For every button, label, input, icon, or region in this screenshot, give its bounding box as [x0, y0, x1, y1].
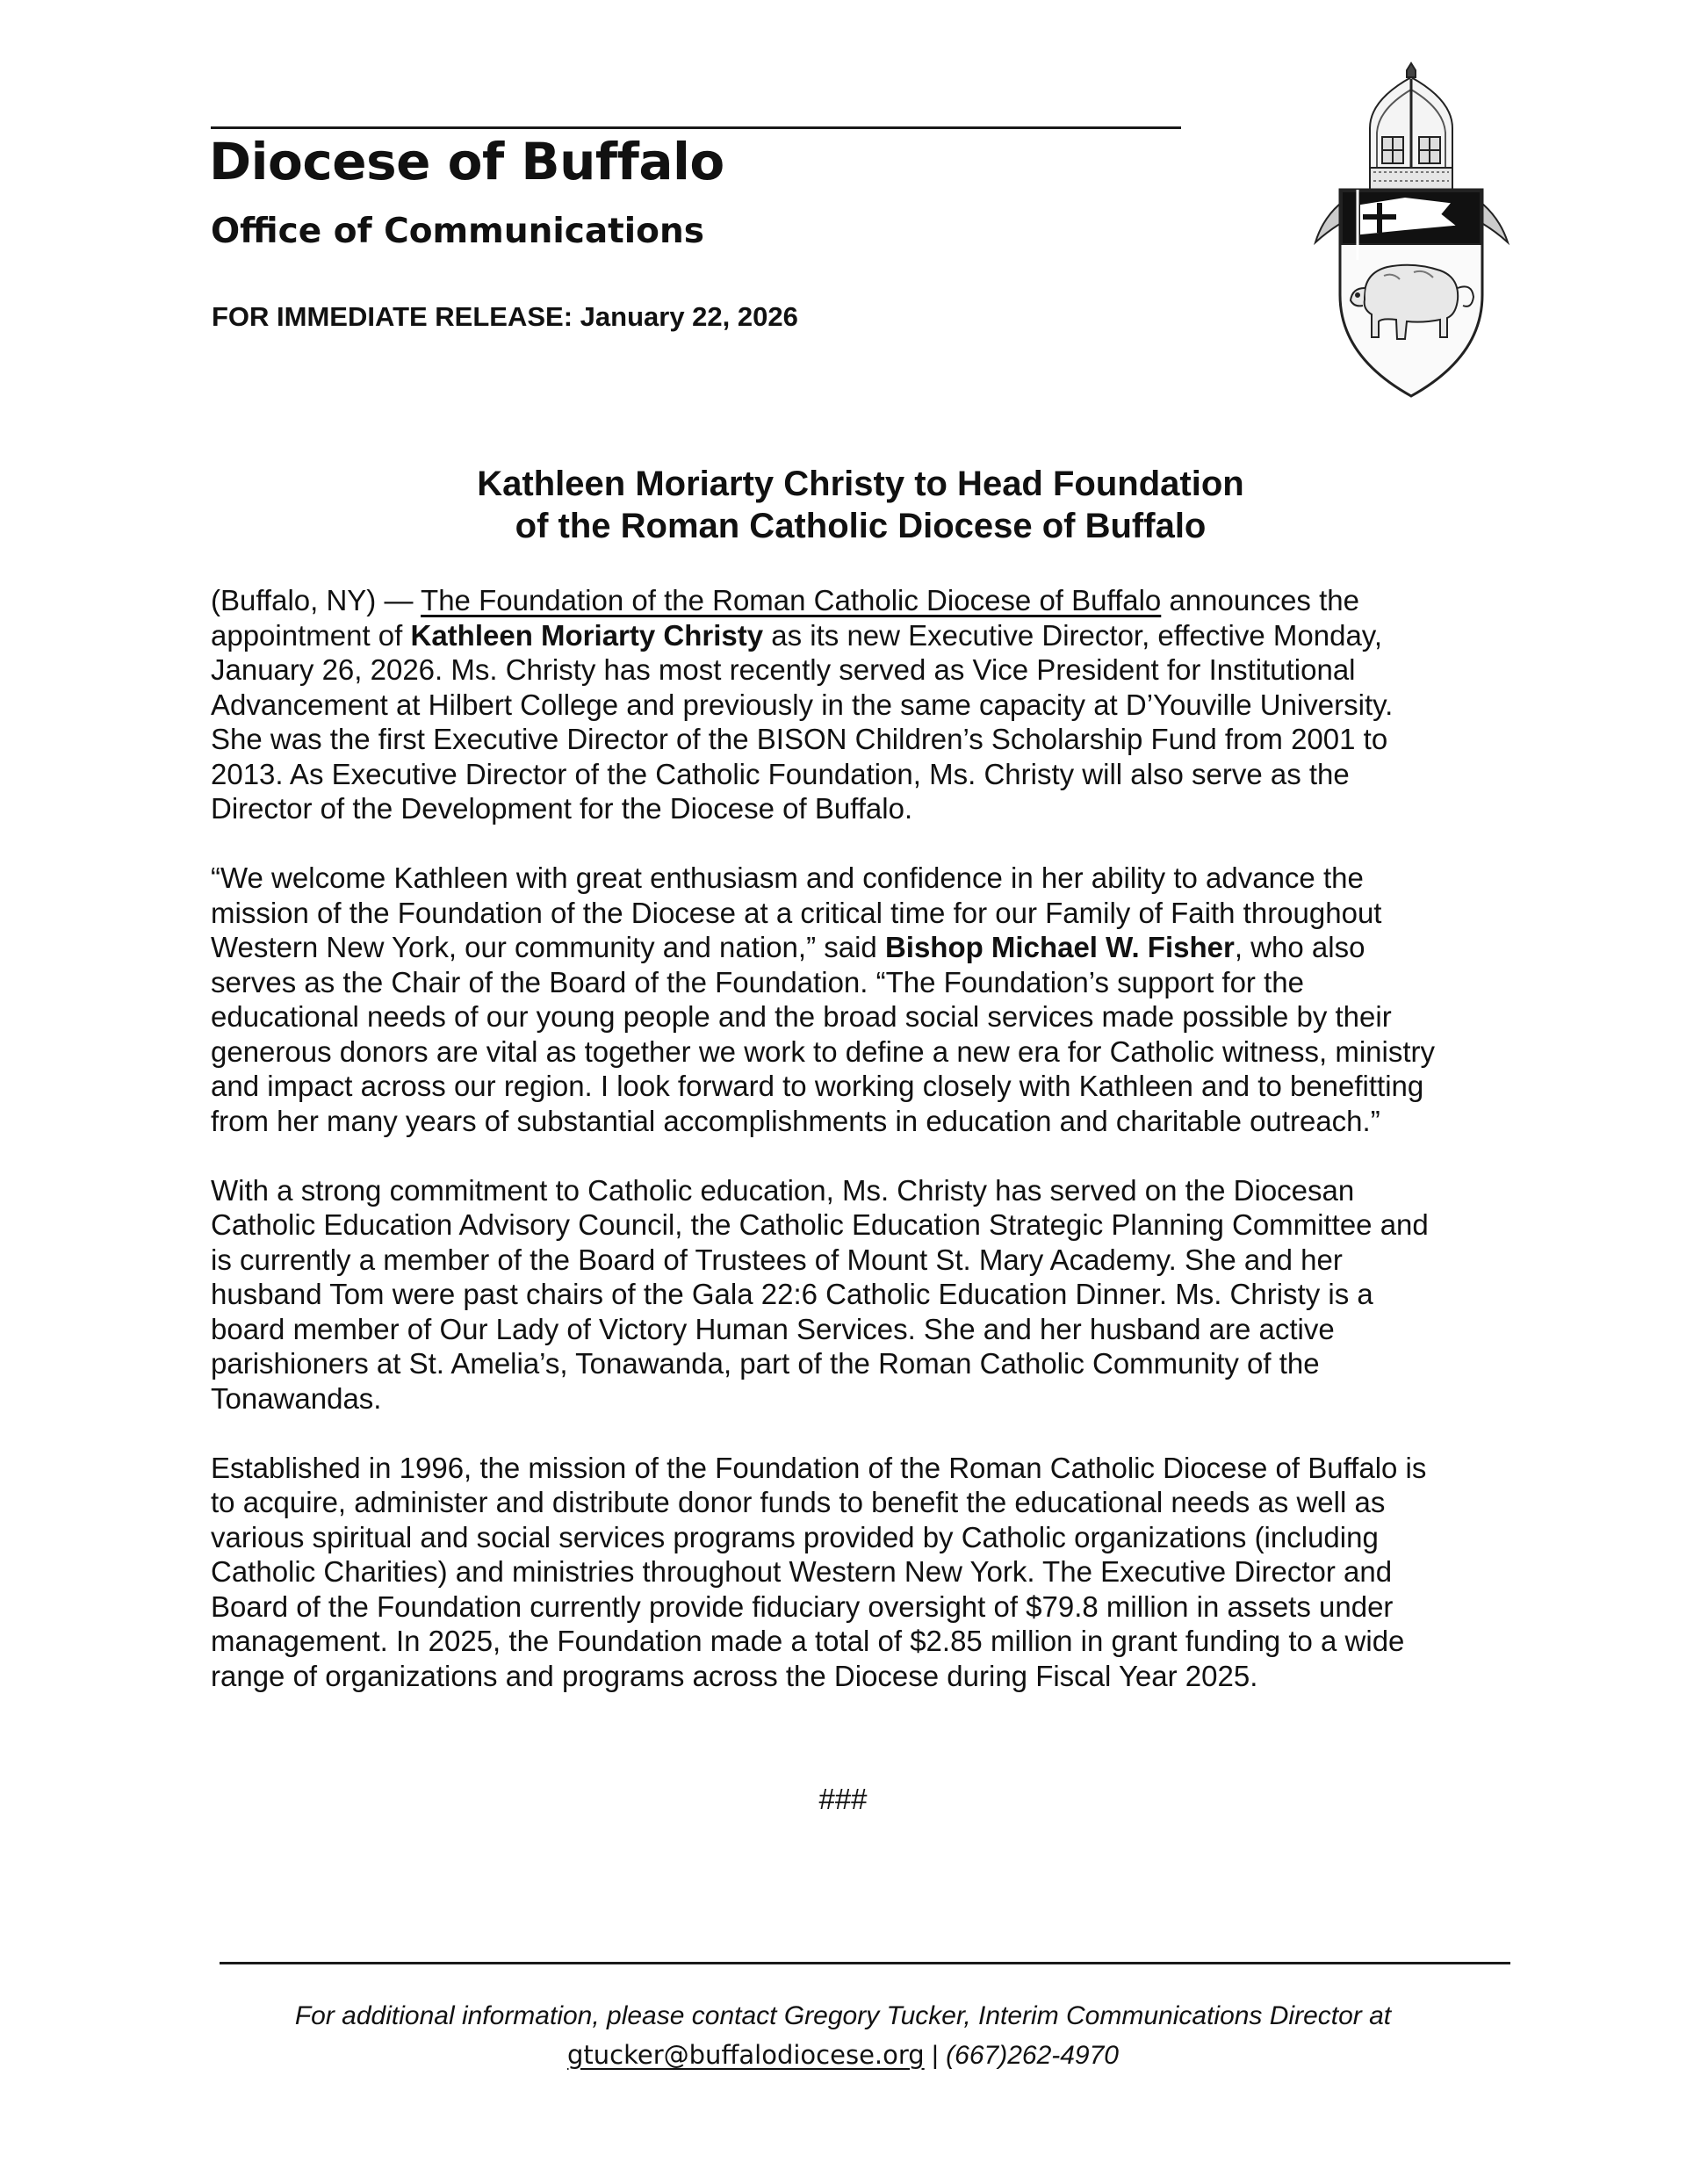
paragraph-announcement: (Buffalo, NY) — The Foundation of the Roman Catholic Diocese of Buffalo announces the appointment of Kathleen Moriarty Christy as its new Executive Director, effective Monday, January 26, 2026. Ms. Christy has most recently served as Vice President for Institutional Advancement at Hilbert College and previously in the same capacity at D’Youville University. She was the first Executive Director of the BISON Children’s Scholarship Fund from 2001 to 2013. As Executive Director of the Catholic Foundation, Ms. Christy will also serve as the Director of the Development for the Diocese of Buffalo.: [211, 584, 1394, 825]
foundation-link[interactable]: The Foundation of the Roman Catholic Diocese of Buffalo: [421, 584, 1162, 616]
end-mark: ###: [818, 1783, 868, 1815]
appointee-name: Kathleen Moriarty Christy: [410, 618, 764, 652]
contact-phone: (667)262-4970: [946, 2041, 1119, 2070]
headline-line: Kathleen Moriarty Christy to Head Foundation: [477, 465, 1244, 503]
footer-rule: [220, 1962, 1510, 1964]
header-rule: [211, 126, 1181, 129]
release-line: [212, 301, 798, 333]
release-label: FOR IMMEDIATE RELEASE:: [212, 301, 573, 332]
headline: [228, 463, 1493, 547]
release-date: January 22, 2026: [580, 301, 798, 332]
contact-email-link[interactable]: gtucker@buffalodiocese.org: [567, 2040, 925, 2070]
bishop-name: Bishop Michael W. Fisher: [884, 931, 1235, 963]
footer-contact: [0, 1996, 1686, 2075]
diocese-crest-icon: [1308, 58, 1515, 400]
paragraph-bishop-quote: “We welcome Kathleen with great enthusiasm and confidence in her ability to advance the mission of the Foundation of the Diocese at a critical time for our Family of Faith throughout Western New York, our community and nation,” said Bishop Michael W. Fisher, who also serves as the Chair of the Board of the Foundation. “The Foundation’s support for the educational needs of our young people and the broad social services made possible by their generous donors are vital as together we work to define a new era for Catholic witness, ministry and impact across our region. I look forward to working closely with Kathleen and to benefitting from her many years of substantial accomplishments in education and charitable outreach.”: [211, 861, 1436, 1137]
article-body: [211, 583, 1475, 1728]
headline-line: of the Roman Catholic Diocese of Buffalo: [515, 507, 1207, 545]
paragraph-background: With a strong commitment to Catholic education, Ms. Christy has served on the Diocesan Catholic Education Advisory Council, the Catholic Education Strategic Planning Committee and is currently a member of the Board of Trustees of Mount St. Mary Academy. She and her husband Tom were past chairs of the Gala 22:6 Catholic Education Dinner. Ms. Christy is a board member of Our Lady of Victory Human Services. She and her husband are active parishioners at St. Amelia’s, Tonawanda, part of the Roman Catholic Community of the Tonawandas.: [211, 1173, 1429, 1415]
office-name: Office of Communications: [211, 212, 704, 251]
paragraph-foundation-mission: Established in 1996, the mission of the Foundation of the Roman Catholic Diocese of Buffalo is to acquire, administer and distribute donor funds to benefit the educational needs as well as various spiritual and social services programs provided by Catholic organizations (including Catholic Charities) and ministries throughout Western New York. The Executive Director and Board of the Foundation currently provide fiduciary oversight of $79.8 million in assets under management. In 2025, the Foundation made a total of $2.85 million in grant funding to a wide range of organizations and programs across the Diocese during Fiscal Year 2025.: [211, 1451, 1427, 1692]
contact-separator: |: [924, 2041, 947, 2070]
contact-line: For additional information, please contact Gregory Tucker, Interim Communications Director at: [294, 2001, 1392, 2030]
organization-name: Diocese of Buffalo: [209, 132, 724, 191]
